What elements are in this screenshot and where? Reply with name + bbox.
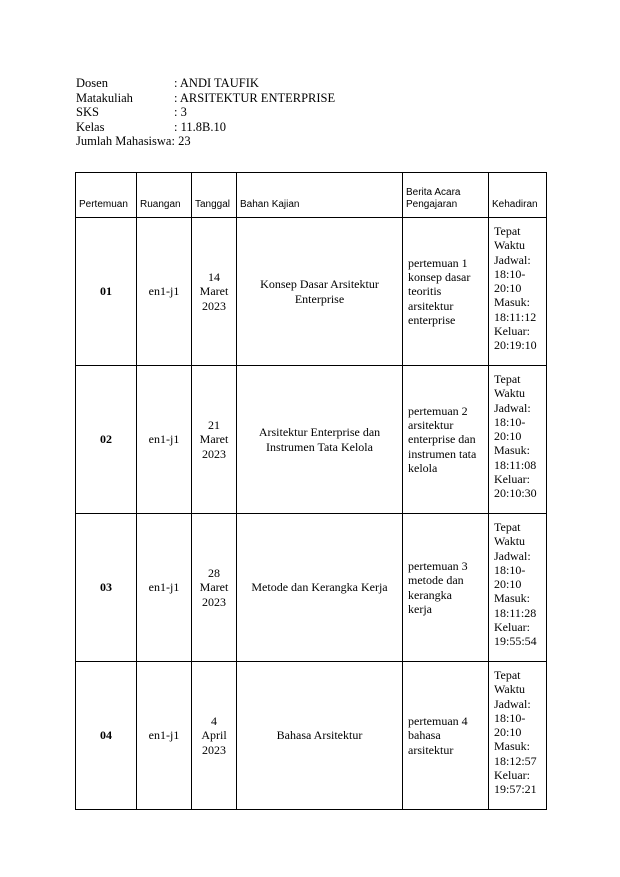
tanggal-cell xyxy=(192,366,237,514)
tanggal-line: 2023 xyxy=(202,298,226,313)
kehadiran-line: 20:19:10 xyxy=(494,338,537,353)
kehadiran-cell xyxy=(489,218,547,366)
kehadiran-line: 18:11:28 xyxy=(494,605,537,620)
ruangan-cell: en1-j1 xyxy=(137,514,192,662)
table-row xyxy=(76,218,547,366)
pertemuan-cell: 01 xyxy=(76,218,137,366)
kehadiran-line: 20:10 xyxy=(494,577,522,592)
berita-acara-line: arsitektur xyxy=(408,742,454,757)
kehadiran-line: Keluar: xyxy=(494,324,530,339)
header-berita-line-1: Berita Acara xyxy=(406,187,461,198)
kehadiran-line: Masuk: xyxy=(494,443,530,458)
pertemuan-cell: 04 xyxy=(76,662,137,810)
course-info xyxy=(76,76,335,149)
berita-acara-line: arsitektur xyxy=(408,418,454,433)
tanggal-cell xyxy=(192,218,237,366)
kehadiran-line: Waktu xyxy=(494,238,526,253)
berita-acara-cell xyxy=(403,662,489,810)
header-berita-line-2: Pengajaran xyxy=(406,199,458,210)
table-row xyxy=(76,662,547,810)
header-berita-acara xyxy=(403,173,489,218)
ruangan-cell: en1-j1 xyxy=(137,366,192,514)
kehadiran-line: Tepat xyxy=(494,224,521,238)
tanggal-cell xyxy=(192,662,237,810)
berita-acara-cell xyxy=(403,218,489,366)
table-body xyxy=(76,218,547,810)
kehadiran-line: Masuk: xyxy=(494,739,530,754)
kehadiran-line: Jadwal: xyxy=(494,252,531,267)
kehadiran-line: Jadwal: xyxy=(494,400,531,415)
tanggal-line: 4 xyxy=(211,714,217,729)
header-kehadiran: Kehadiran xyxy=(489,173,547,218)
info-row-kelas xyxy=(76,120,335,135)
bahan-kajian-line: Enterprise xyxy=(294,291,345,306)
tanggal-line: 28 xyxy=(208,566,220,581)
tanggal-line: 21 xyxy=(208,418,220,433)
berita-acara-line: instrumen tata xyxy=(408,446,477,461)
kehadiran-cell xyxy=(489,662,547,810)
info-row-jumlah xyxy=(76,134,335,149)
kehadiran-line: 18:10- xyxy=(494,562,526,577)
kehadiran-line: 18:10- xyxy=(494,710,526,725)
kehadiran-cell xyxy=(489,366,547,514)
kehadiran-line: Keluar: xyxy=(494,472,530,487)
kehadiran-line: 20:10 xyxy=(494,281,522,296)
tanggal-line: Maret xyxy=(199,432,229,447)
kehadiran-line: Waktu xyxy=(494,386,526,401)
jumlah-label: Jumlah Mahasiswa xyxy=(76,134,172,148)
kehadiran-line: Waktu xyxy=(494,682,526,697)
berita-acara-cell xyxy=(403,514,489,662)
kehadiran-line: 19:55:54 xyxy=(494,634,537,649)
berita-acara-line: bahasa xyxy=(408,728,441,743)
kehadiran-line: Waktu xyxy=(494,534,526,549)
berita-acara-line: pertemuan 2 xyxy=(408,403,468,418)
kehadiran-line: 18:12:57 xyxy=(494,753,537,768)
pertemuan-cell: 02 xyxy=(76,366,137,514)
kehadiran-line: 18:10- xyxy=(494,266,526,281)
berita-acara-line: kerangka xyxy=(408,587,452,602)
kehadiran-line: 18:11:12 xyxy=(494,309,537,324)
kehadiran-line: Tepat xyxy=(494,668,521,682)
kehadiran-line: Jadwal: xyxy=(494,696,531,711)
sks-label: SKS xyxy=(76,105,99,119)
bahan-kajian-cell xyxy=(237,218,403,366)
berita-acara-cell xyxy=(403,366,489,514)
kehadiran-line: 19:57:21 xyxy=(494,782,537,797)
berita-acara-line: enterprise dan xyxy=(408,432,476,447)
kelas-label: Kelas xyxy=(76,119,105,134)
dosen-label: Dosen xyxy=(76,76,108,90)
bahan-kajian-cell xyxy=(237,366,403,514)
bahan-kajian-line: Arsitektur Enterprise dan xyxy=(258,425,381,440)
attendance-table xyxy=(75,172,547,810)
ruangan-cell: en1-j1 xyxy=(137,218,192,366)
tanggal-line: Maret xyxy=(199,580,229,595)
berita-acara-line: pertemuan 4 xyxy=(408,714,468,729)
berita-acara-line: kelola xyxy=(408,460,438,475)
pertemuan-cell: 03 xyxy=(76,514,137,662)
info-row-dosen xyxy=(76,76,335,91)
berita-acara-line: pertemuan 3 xyxy=(408,558,468,573)
sks-value: : 3 xyxy=(174,105,187,119)
matakuliah-value: : ARSITEKTUR ENTERPRISE xyxy=(174,90,336,105)
kehadiran-line: Masuk: xyxy=(494,591,530,606)
berita-acara-line: enterprise xyxy=(408,312,456,327)
tanggal-line: Maret xyxy=(199,284,229,299)
bahan-kajian-line: Instrumen Tata Kelola xyxy=(266,439,373,454)
kehadiran-cell xyxy=(489,514,547,662)
kehadiran-line: Jadwal: xyxy=(494,548,531,563)
tanggal-line: 2023 xyxy=(202,742,226,757)
kelas-value: : 11.8B.10 xyxy=(174,119,226,134)
info-row-sks xyxy=(76,105,335,120)
info-row-matakuliah xyxy=(76,91,335,106)
header-tanggal: Tanggal xyxy=(192,173,237,218)
header-pertemuan: Pertemuan xyxy=(76,173,137,218)
tanggal-line: 2023 xyxy=(202,594,226,609)
kehadiran-line: 20:10 xyxy=(494,429,522,444)
header-bahan-kajian: Bahan Kajian xyxy=(237,173,403,218)
bahan-kajian-line: Bahasa Arsitektur xyxy=(276,728,363,743)
berita-acara-line: metode dan xyxy=(408,573,464,588)
tanggal-cell xyxy=(192,514,237,662)
berita-acara-line: kerja xyxy=(408,601,432,616)
tanggal-line: 14 xyxy=(208,270,220,285)
berita-acara-line: teoritis xyxy=(408,284,442,299)
kehadiran-line: Keluar: xyxy=(494,768,530,783)
table-row xyxy=(76,366,547,514)
table-header-row xyxy=(76,173,547,218)
kehadiran-line: 20:10:30 xyxy=(494,486,537,501)
kehadiran-line: Keluar: xyxy=(494,620,530,635)
table-row xyxy=(76,514,547,662)
berita-acara-line: konsep dasar xyxy=(408,270,471,285)
matakuliah-label: Matakuliah xyxy=(76,90,133,105)
berita-acara-line: pertemuan 1 xyxy=(408,255,468,270)
tanggal-line: 2023 xyxy=(202,446,226,461)
kehadiran-line: Tepat xyxy=(494,372,521,386)
kehadiran-line: Masuk: xyxy=(494,295,530,310)
jumlah-value: : 23 xyxy=(171,134,191,148)
kehadiran-line: 20:10 xyxy=(494,725,522,740)
bahan-kajian-cell xyxy=(237,514,403,662)
ruangan-cell: en1-j1 xyxy=(137,662,192,810)
bahan-kajian-cell xyxy=(237,662,403,810)
kehadiran-line: Tepat xyxy=(494,520,521,534)
kehadiran-line: 18:11:08 xyxy=(494,457,537,472)
bahan-kajian-line: Metode dan Kerangka Kerja xyxy=(251,580,388,595)
dosen-value: : ANDI TAUFIK xyxy=(174,76,259,90)
kehadiran-line: 18:10- xyxy=(494,414,526,429)
berita-acara-line: arsitektur xyxy=(408,298,454,313)
header-ruangan: Ruangan xyxy=(137,173,192,218)
bahan-kajian-line: Konsep Dasar Arsitektur xyxy=(260,277,379,292)
tanggal-line: April xyxy=(201,728,227,743)
